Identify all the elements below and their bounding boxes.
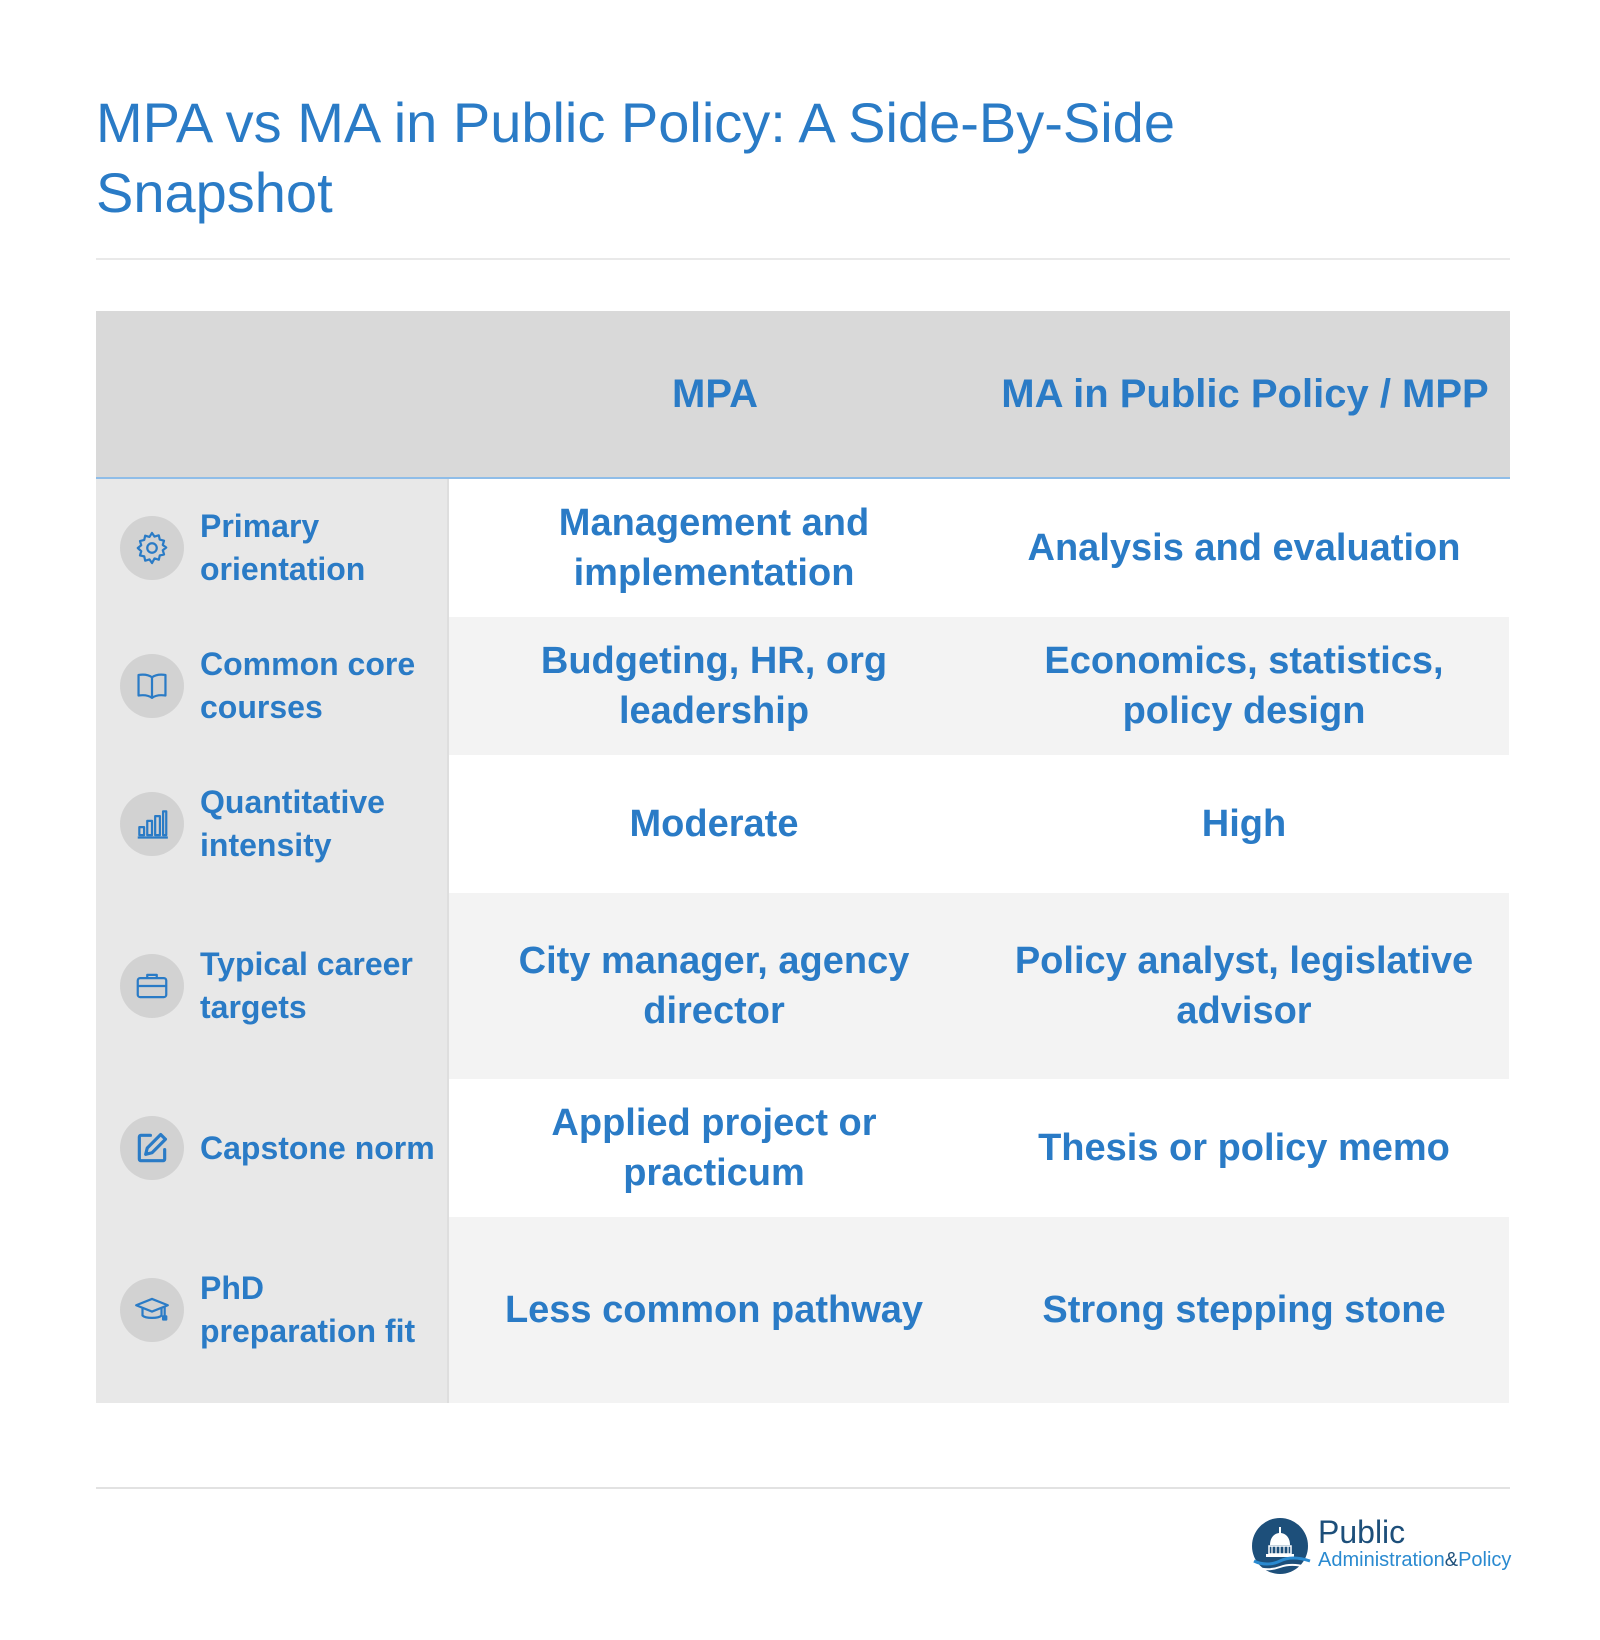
header-mpa: MPA bbox=[672, 372, 758, 416]
pencil-square-icon bbox=[120, 1116, 184, 1180]
cell-mpa: Management and implementation bbox=[449, 479, 979, 617]
header-mpp: MA in Public Policy / MPP bbox=[1001, 372, 1489, 416]
logo-text-admin-policy: Administration&Policy bbox=[1318, 1549, 1512, 1571]
comparison-table bbox=[96, 311, 1510, 1403]
table-row bbox=[96, 893, 1510, 1079]
row-label: Primary orientation bbox=[200, 508, 366, 587]
row-label: PhD preparation fit bbox=[200, 1270, 416, 1349]
cell-mpp: Strong stepping stone bbox=[979, 1217, 1509, 1403]
graduation-cap-icon bbox=[120, 1278, 184, 1342]
row-label-cell bbox=[96, 1217, 449, 1403]
table-header bbox=[96, 311, 1510, 479]
top-divider bbox=[96, 258, 1510, 260]
row-label: Common core courses bbox=[200, 646, 416, 725]
bar-chart-icon bbox=[120, 792, 184, 856]
row-label-cell bbox=[96, 617, 449, 755]
cell-mpp: Analysis and evaluation bbox=[979, 479, 1509, 617]
briefcase-icon bbox=[120, 954, 184, 1018]
bottom-divider bbox=[96, 1487, 1510, 1489]
capitol-dome-icon bbox=[1250, 1514, 1314, 1578]
table-row bbox=[96, 617, 1510, 755]
row-label: Typical career targets bbox=[200, 946, 413, 1025]
cell-mpp: Thesis or policy memo bbox=[979, 1079, 1509, 1217]
row-label-cell bbox=[96, 893, 449, 1079]
page-title: MPA vs MA in Public Policy: A Side-By-Side Snapshot bbox=[96, 91, 1175, 224]
table-row bbox=[96, 1217, 1510, 1403]
row-label-cell bbox=[96, 479, 449, 617]
gear-icon bbox=[120, 516, 184, 580]
cell-mpa: City manager, agency director bbox=[449, 893, 979, 1079]
table-row bbox=[96, 1079, 1510, 1217]
book-icon bbox=[120, 654, 184, 718]
site-logo bbox=[1250, 1512, 1510, 1584]
cell-mpa: Less common pathway bbox=[449, 1217, 979, 1403]
row-label: Capstone norm bbox=[200, 1129, 435, 1166]
cell-mpp: High bbox=[979, 755, 1509, 893]
table-row bbox=[96, 479, 1510, 617]
cell-mpp: Economics, statistics, policy design bbox=[979, 617, 1509, 755]
cell-mpa: Moderate bbox=[449, 755, 979, 893]
row-label-cell bbox=[96, 755, 449, 893]
cell-mpa: Budgeting, HR, org leadership bbox=[449, 617, 979, 755]
row-label-cell bbox=[96, 1079, 449, 1217]
cell-mpa: Applied project or practicum bbox=[449, 1079, 979, 1217]
header-empty-cell bbox=[96, 311, 450, 477]
logo-text-public: Public bbox=[1318, 1514, 1406, 1550]
cell-mpp: Policy analyst, legislative advisor bbox=[979, 893, 1509, 1079]
row-label: Quantitative intensity bbox=[200, 784, 385, 863]
table-row bbox=[96, 755, 1510, 893]
